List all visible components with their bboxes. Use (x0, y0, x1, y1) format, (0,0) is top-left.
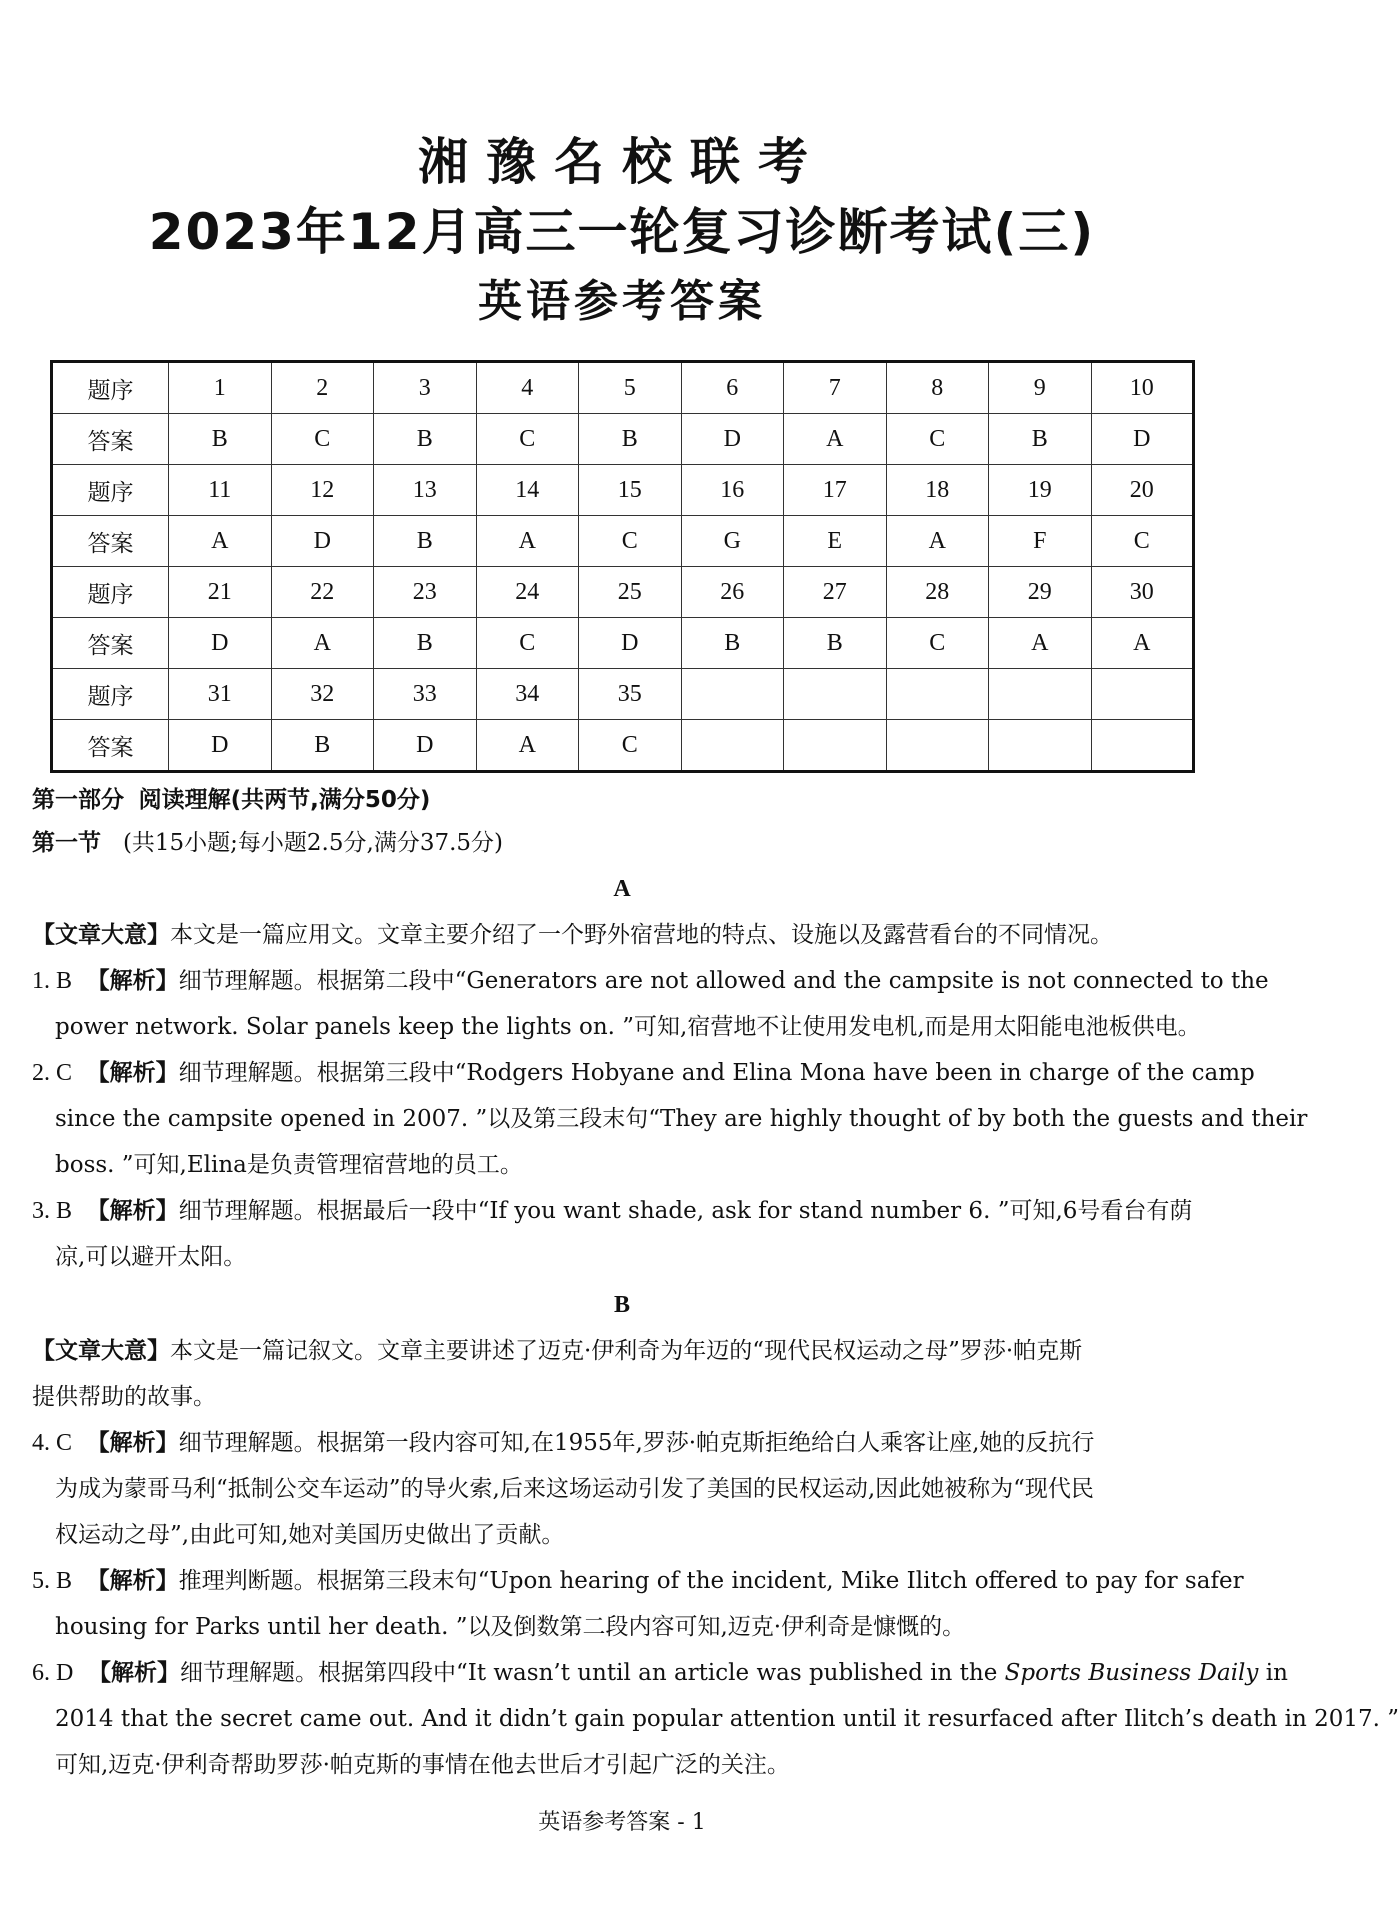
q6-line1: 6. D 【解析】细节理解题。根据第四段中“It wasn’t until an article was published in the Sports Business Daily in (32, 1660, 1288, 1686)
question-number-cell: 7 (784, 362, 887, 414)
question-number-cell: 20 (1091, 465, 1194, 516)
question-number-cell: 17 (784, 465, 887, 516)
q2-line1: 2. C 【解析】细节理解题。根据第三段中“Rodgers Hobyane and Elina Mona have been in charge of the camp (32, 1060, 1255, 1086)
question-number-cell: 32 (271, 669, 374, 720)
answer-cell: C (579, 516, 682, 567)
q2-line2: since the campsite opened in 2007. ”以及第三段末句“They are highly thought of by both the guests and their (55, 1106, 1308, 1132)
answer-table-row (52, 720, 1194, 772)
answer-cell: C (886, 618, 989, 669)
q5-line2: housing for Parks until her death. ”以及倒数第二段内容可知,迈克·伊利奇是慷慨的。 (55, 1614, 966, 1640)
answer-cell: C (476, 618, 579, 669)
answer-cell: D (169, 720, 272, 772)
answer-cell: A (886, 516, 989, 567)
answer-table (50, 360, 1195, 773)
question-number-cell: 15 (579, 465, 682, 516)
question-number-cell: 33 (374, 669, 477, 720)
passage-b-summary-line2: 提供帮助的故事。 (32, 1384, 216, 1410)
q2-line3: boss. ”可知,Elina是负责管理宿营地的员工。 (55, 1152, 523, 1178)
answer-cell: B (271, 720, 374, 772)
answer-cell: B (784, 618, 887, 669)
answer-table-row (52, 362, 1194, 414)
exam-title: 2023年12月高三一轮复习诊断考试(三) (148, 203, 1096, 261)
answer-cell: D (1091, 414, 1194, 465)
answer-cell (681, 720, 784, 772)
q4-line2: 为成为蒙哥马利“抵制公交车运动”的导火索,后来这场运动引发了美国的民权运动,因此她被称为“现代民 (55, 1476, 1094, 1502)
answer-cell: A (784, 414, 887, 465)
answer-key-title: 英语参考答案 (478, 276, 766, 327)
answer-cell: B (579, 414, 682, 465)
question-number-cell: 27 (784, 567, 887, 618)
row-label-answer: 答案 (52, 516, 169, 567)
q3-line2: 凉,可以避开太阳。 (55, 1244, 247, 1270)
question-number-cell: 13 (374, 465, 477, 516)
q4-line3: 权运动之母”,由此可知,她对美国历史做出了贡献。 (55, 1522, 565, 1548)
answer-cell: D (681, 414, 784, 465)
answer-cell: E (784, 516, 887, 567)
question-number-cell: 14 (476, 465, 579, 516)
row-label-answer: 答案 (52, 720, 169, 772)
question-number-cell (1091, 669, 1194, 720)
row-label-answer: 答案 (52, 414, 169, 465)
question-number-cell: 30 (1091, 567, 1194, 618)
row-label-answer: 答案 (52, 618, 169, 669)
question-number-cell (681, 669, 784, 720)
row-label-number: 题序 (52, 465, 169, 516)
question-number-cell: 35 (579, 669, 682, 720)
answer-cell: F (989, 516, 1092, 567)
answer-cell: A (989, 618, 1092, 669)
question-number-cell: 9 (989, 362, 1092, 414)
answer-cell: C (579, 720, 682, 772)
passage-a-heading: A (613, 876, 631, 902)
q3-line1: 3. B 【解析】细节理解题。根据最后一段中“If you want shade, ask for stand number 6. ”可知,6号看台有荫 (32, 1198, 1193, 1224)
question-number-cell: 24 (476, 567, 579, 618)
q5-line1: 5. B 【解析】推理判断题。根据第三段末句“Upon hearing of the incident, Mike Ilitch offered to pay for safer (32, 1568, 1244, 1594)
question-number-cell: 16 (681, 465, 784, 516)
question-number-cell: 19 (989, 465, 1092, 516)
answer-cell: D (374, 720, 477, 772)
question-number-cell: 34 (476, 669, 579, 720)
row-label-number: 题序 (52, 362, 169, 414)
answer-cell: C (1091, 516, 1194, 567)
q1-line1: 1. B 【解析】细节理解题。根据第二段中“Generators are not allowed and the campsite is not connected to the (32, 968, 1269, 994)
answer-cell: B (681, 618, 784, 669)
q4-line1: 4. C 【解析】细节理解题。根据第一段内容可知,在1955年,罗莎·帕克斯拒绝给白人乘客让座,她的反抗行 (32, 1430, 1095, 1456)
question-number-cell: 3 (374, 362, 477, 414)
answer-cell: B (374, 618, 477, 669)
question-number-cell: 25 (579, 567, 682, 618)
question-number-cell: 22 (271, 567, 374, 618)
q6-line2: 2014 that the secret came out. And it didn’t gain popular attention until it resurfaced after Ilitch’s death in 2017. ” (55, 1706, 1399, 1732)
q1-line2: power network. Solar panels keep the lights on. ”可知,宿营地不让使用发电机,而是用太阳能电池板供电。 (55, 1014, 1201, 1040)
answer-cell: A (169, 516, 272, 567)
row-label-number: 题序 (52, 567, 169, 618)
passage-b-heading: B (613, 1292, 630, 1318)
answer-cell: C (886, 414, 989, 465)
answer-table-row (52, 465, 1194, 516)
answer-cell: B (989, 414, 1092, 465)
answer-cell: G (681, 516, 784, 567)
answer-cell: C (271, 414, 374, 465)
question-number-cell: 4 (476, 362, 579, 414)
question-number-cell: 21 (169, 567, 272, 618)
question-number-cell: 1 (169, 362, 272, 414)
question-number-cell: 12 (271, 465, 374, 516)
answer-cell (1091, 720, 1194, 772)
answer-cell (989, 720, 1092, 772)
answer-cell: A (1091, 618, 1194, 669)
question-number-cell (989, 669, 1092, 720)
question-number-cell: 18 (886, 465, 989, 516)
question-number-cell: 2 (271, 362, 374, 414)
answer-cell: A (476, 720, 579, 772)
question-number-cell: 8 (886, 362, 989, 414)
row-label-number: 题序 (52, 669, 169, 720)
answer-cell: B (374, 516, 477, 567)
answer-table-row (52, 516, 1194, 567)
passage-b-summary-line1: 【文章大意】本文是一篇记叙文。文章主要讲述了迈克·伊利奇为年迈的“现代民权运动之母”罗莎·帕克斯 (32, 1338, 1083, 1364)
question-number-cell: 23 (374, 567, 477, 618)
question-number-cell (784, 669, 887, 720)
question-number-cell: 29 (989, 567, 1092, 618)
answer-cell: A (271, 618, 374, 669)
question-number-cell: 6 (681, 362, 784, 414)
answer-table-row (52, 618, 1194, 669)
answer-cell: D (271, 516, 374, 567)
answer-cell: D (579, 618, 682, 669)
answer-cell (886, 720, 989, 772)
answer-table-row (52, 669, 1194, 720)
answer-cell: C (476, 414, 579, 465)
part1-heading: 第一部分 阅读理解(共两节,满分50分) (32, 787, 431, 813)
page-footer: 英语参考答案 - 1 (538, 1810, 706, 1835)
answer-table-row (52, 567, 1194, 618)
question-number-cell: 10 (1091, 362, 1194, 414)
answer-cell: B (169, 414, 272, 465)
answer-cell: D (169, 618, 272, 669)
answer-cell (784, 720, 887, 772)
exam-org-title: 湘豫名校联考 (418, 133, 826, 191)
question-number-cell: 11 (169, 465, 272, 516)
answer-table-row (52, 414, 1194, 465)
question-number-cell: 31 (169, 669, 272, 720)
question-number-cell: 26 (681, 567, 784, 618)
question-number-cell (886, 669, 989, 720)
passage-a-summary: 【文章大意】本文是一篇应用文。文章主要介绍了一个野外宿营地的特点、设施以及露营看台的不同情况。 (32, 922, 1113, 948)
section1-heading: 第一节 (共15小题;每小题2.5分,满分37.5分) (32, 830, 503, 856)
answer-cell: A (476, 516, 579, 567)
answer-cell: B (374, 414, 477, 465)
question-number-cell: 5 (579, 362, 682, 414)
q6-line3: 可知,迈克·伊利奇帮助罗莎·帕克斯的事情在他去世后才引起广泛的关注。 (55, 1752, 790, 1778)
question-number-cell: 28 (886, 567, 989, 618)
